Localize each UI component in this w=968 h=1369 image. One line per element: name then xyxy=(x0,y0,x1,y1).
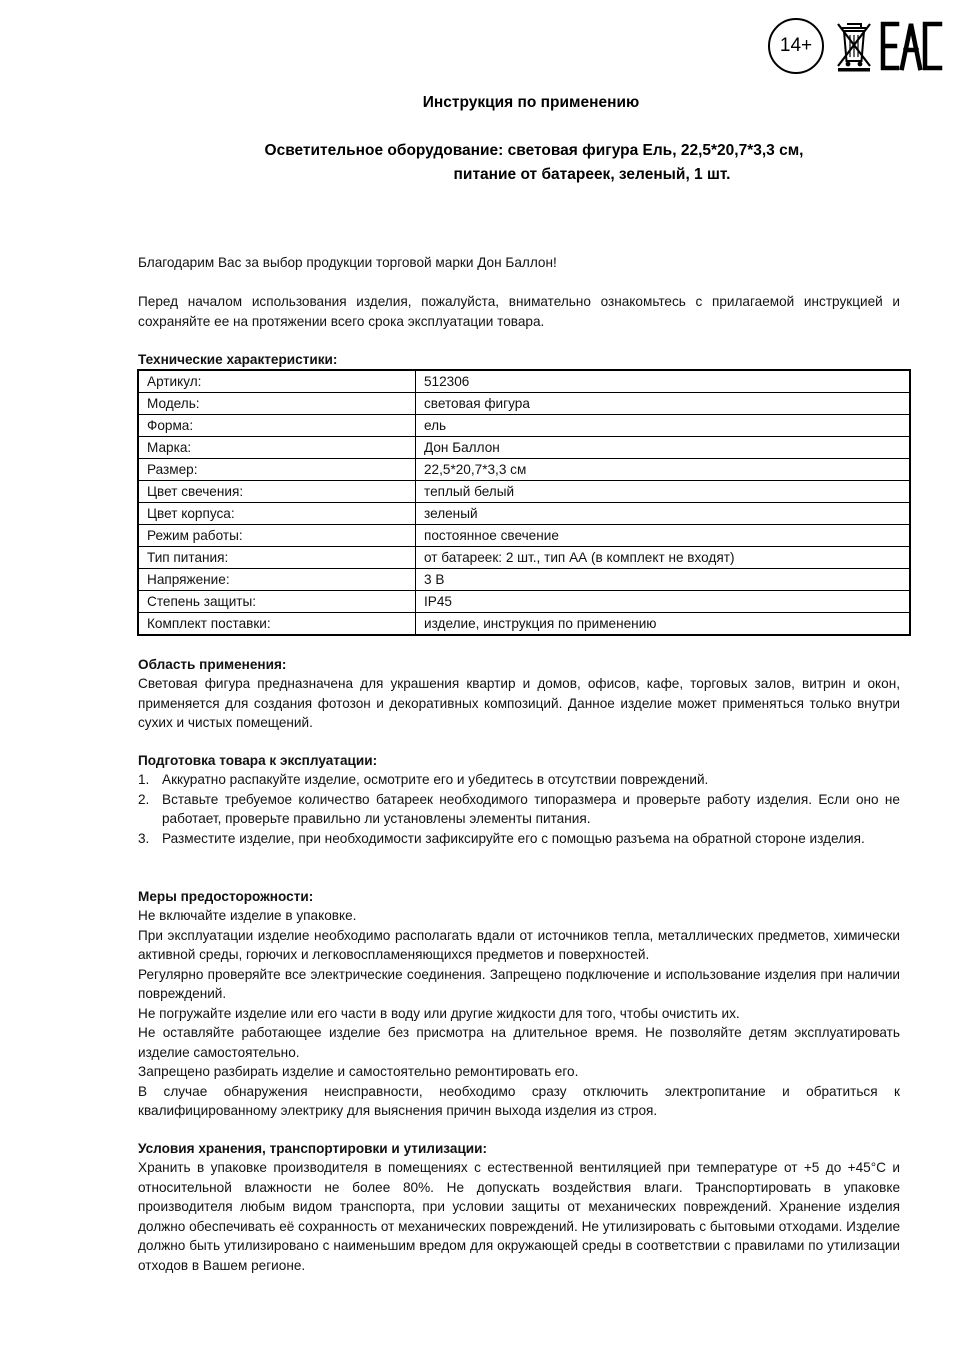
usage-text: Световая фигура предназначена для украшения квартир и домов, офисов, кафе, торговых залов, витрин и окон, применяется для создания фотозон и декоративных композиций. Данное изделие может применяться только внутри сухих и чистых помещений. xyxy=(138,676,900,730)
spec-value: ель xyxy=(416,415,911,437)
usage-heading: Область применения: xyxy=(138,657,287,672)
safety-line: Регулярно проверяйте все электрические соединения. Запрещено подключение и использование изделия при наличии повреждений. xyxy=(138,966,900,1001)
spec-row xyxy=(138,503,910,525)
safety-line: Запрещено разбирать изделие и самостоятельно ремонтировать его. xyxy=(138,1064,579,1079)
spec-row xyxy=(138,525,910,547)
spec-row xyxy=(138,459,910,481)
product-subtitle-line-2: питание от батареек, зеленый, 1 шт. xyxy=(453,166,731,183)
spec-label: Тип питания: xyxy=(138,547,416,569)
spec-row xyxy=(138,393,910,415)
spec-row xyxy=(138,613,910,636)
spec-label: Марка: xyxy=(138,437,416,459)
prep-steps xyxy=(138,770,900,848)
product-subtitle-line-1: Осветительное оборудование: световая фигура Ель, 22,5*20,7*3,3 см, xyxy=(264,142,804,159)
spec-row xyxy=(138,569,910,591)
safety-line: Не оставляйте работающее изделие без присмотра на длительное время. Не позволяйте детям эксплуатировать изделие самостоятельно. xyxy=(138,1025,900,1060)
spec-label: Артикул: xyxy=(138,370,416,393)
spec-row xyxy=(138,370,910,393)
prep-heading: Подготовка товара к эксплуатации: xyxy=(138,753,378,768)
spec-value: теплый белый xyxy=(416,481,911,503)
eac-mark xyxy=(879,20,943,72)
spec-value: 3 В xyxy=(416,569,911,591)
spec-value: постоянное свечение xyxy=(416,525,911,547)
specs-table xyxy=(137,369,911,636)
safety-text xyxy=(138,906,900,1121)
safety-line: Не погружайте изделие или его части в воду или другие жидкости для того, чтобы очистить их. xyxy=(138,1005,740,1021)
specs-heading: Технические характеристики: xyxy=(138,352,338,367)
storage-text: Хранить в упаковке производителя в помещениях с естественной вентиляцией при температуре от +5 до +45°С и относительной влажности не более 80%. Не допускать воздействия влаги. Транспортировать в упаковке производителя любым видом транспорта, при условии защиты от механических повреждений. Хранение изделия должно обеспечивать её сохранность от механических повреждений. Не утилизировать с бытовыми отходами. Изделие должно быть утилизировано с наименьшим вредом для окружающей среды в соответствии с правилами по утилизации отходов в Вашем регионе. xyxy=(138,1160,900,1273)
safety-line: Не включайте изделие в упаковке. xyxy=(138,908,357,923)
spec-row xyxy=(138,481,910,503)
prep-step: 3. Разместите изделие, при необходимости зафиксируйте его с помощью разъема на обратной стороне изделия. xyxy=(138,830,865,846)
age-rating-badge: 14+ xyxy=(768,18,824,74)
spec-value: изделие, инструкция по применению xyxy=(416,613,911,636)
spec-row xyxy=(138,547,910,569)
prep-step: 1. Аккуратно распакуйте изделие, осмотрите его и убедитесь в отсутствии повреждений. xyxy=(138,772,709,787)
thanks-text: Благодарим Вас за выбор продукции торговой марки Дон Баллон! xyxy=(138,255,557,270)
spec-row xyxy=(138,437,910,459)
spec-value: световая фигура xyxy=(416,393,911,415)
spec-value: 512306 xyxy=(416,370,911,393)
spec-value: зеленый xyxy=(416,503,911,525)
safety-line: При эксплуатации изделие необходимо располагать вдали от источников тепла, металлических предметов, химически активной среды, горючих и легковоспламеняющихся предметов и поверхностей. xyxy=(138,927,900,962)
intro-text: Перед началом использования изделия, пожалуйста, внимательно ознакомьтесь с прилагаемой инструкцией и сохраняйте ее на протяжении всего срока эксплуатации товара. xyxy=(138,294,900,329)
spec-value: Дон Баллон xyxy=(416,437,911,459)
spec-row xyxy=(138,415,910,437)
spec-label: Режим работы: xyxy=(138,525,416,547)
spec-label: Цвет корпуса: xyxy=(138,503,416,525)
safety-line: В случае обнаружения неисправности, необходимо сразу отключить электропитание и обратиться к квалифицированному электрику для выяснения причин выхода изделия из строя. xyxy=(138,1083,900,1118)
spec-label: Цвет свечения: xyxy=(138,481,416,503)
spec-value: IP45 xyxy=(416,591,911,613)
spec-label: Напряжение: xyxy=(138,569,416,591)
document-title: Инструкция по применению xyxy=(422,94,640,111)
spec-label: Комплект поставки: xyxy=(138,613,416,636)
spec-label: Размер: xyxy=(138,459,416,481)
spec-label: Модель: xyxy=(138,393,416,415)
crossed-bin-icon xyxy=(834,18,874,72)
spec-row xyxy=(138,591,910,613)
safety-heading: Меры предосторожности: xyxy=(138,889,314,904)
spec-value: 22,5*20,7*3,3 см xyxy=(416,459,911,481)
spec-label: Степень защиты: xyxy=(138,591,416,613)
spec-label: Форма: xyxy=(138,415,416,437)
certification-marks xyxy=(768,16,946,76)
spec-value: от батареек: 2 шт., тип АА (в комплект не входят) xyxy=(416,547,911,569)
storage-heading: Условия хранения, транспортировки и утилизации: xyxy=(138,1141,488,1156)
prep-step: 2. Вставьте требуемое количество батареек необходимого типоразмера и проверьте работу изделия. Если оно не работает, проверьте правильно ли установлены элементы питания. xyxy=(138,791,900,826)
